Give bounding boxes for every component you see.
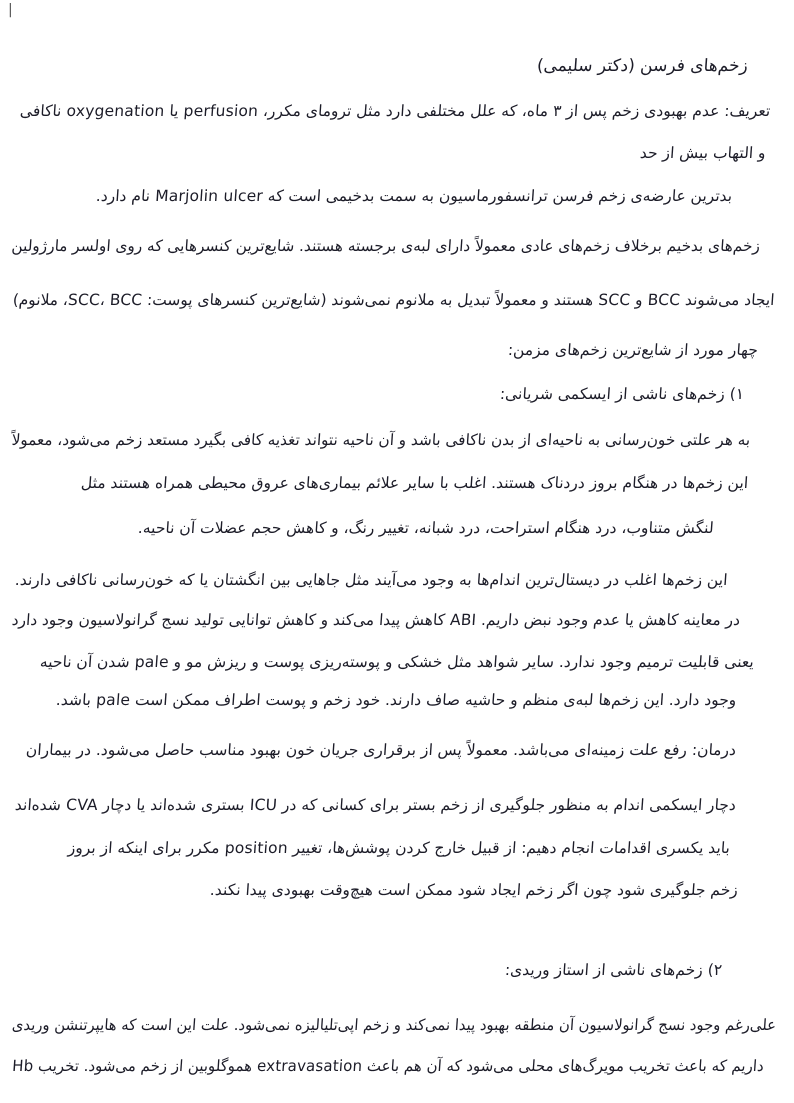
text-line: وجود دارد. این زخم‌ها لبه‌ی منظم و حاشیه صاف دارند. خود زخم و پوست اطراف ممکن است pale باشد. <box>54 691 737 709</box>
text-line: یعنی قابلیت ترمیم وجود ندارد. سایر شواهد مثل خشکی و پوسته‌ریزی پوست و ریزش مو و pale شدن آن ناحیه <box>39 653 755 671</box>
text-line: تعریف: عدم بهبودی زخم پس از ۳ ماه، که علل مختلفی دارد مثل ترومای مکرر، perfusion یا oxygenation ناکافی <box>19 102 771 120</box>
text-line: علی‌رغم وجود نسج گرانولاسیون آن منطقه بهبود پیدا نمی‌کند و زخم اپی‌تلیالیزه نمی‌شود. علت این است که هایپرتنشن وریدی <box>11 1016 777 1034</box>
text-line: زخم‌های بدخیم برخلاف زخم‌های عادی معمولاً دارای لبه‌ی برجسته هستند. شایع‌ترین کنسرهایی که روی اولسر مارژولین <box>11 237 761 255</box>
text-line: باید یکسری اقدامات انجام دهیم: از قبیل خارج کردن پوشش‌ها، تغییر position مکرر برای اینکه از بروز <box>67 839 731 857</box>
text-line: درمان: رفع علت زمینه‌ای می‌باشد. معمولاً پس از برقراری جریان خون بهبود مناسب حاصل می‌شود. در بیماران <box>25 741 737 759</box>
corner-mark: | <box>8 2 13 18</box>
page-title: زخم‌های فرسن (دکتر سلیمی) <box>536 56 749 76</box>
section-heading: چهار مورد از شایع‌ترین زخم‌های مزمن: <box>507 341 759 359</box>
text-line: ایجاد می‌شوند BCC و SCC هستند و معمولاً تبدیل به ملانوم نمی‌شوند (شایع‌ترین کنسرهای پوست: SCC، BCC، ملانوم) <box>11 291 775 309</box>
text-line: دچار ایسکمی اندام به منظور جلوگیری از زخم بستر برای کسانی که در ICU بستری شده‌اند یا دچار CVA شده‌اند <box>14 796 737 814</box>
text-line: در معاینه کاهش یا عدم وجود نبض داریم. ABI کاهش پیدا می‌کند و کاهش توانایی تولید نسج گرانولاسیون وجود دارد <box>11 611 741 629</box>
text-line: داریم که باعث تخریب مویرگ‌های محلی می‌شود که آن هم باعث extravasation هموگلوبین از زخم می‌شود. تخریب Hb <box>11 1057 765 1075</box>
section-heading: ۲) زخم‌های ناشی از استاز وریدی: <box>504 961 723 979</box>
text-line: زخم جلوگیری شود چون اگر زخم ایجاد شود ممکن است هیچ‌وقت بهبودی پیدا نکند. <box>209 881 739 899</box>
text-line: و التهاب بیش از حد <box>639 144 767 162</box>
section-heading: ۱) زخم‌های ناشی از ایسکمی شریانی: <box>499 385 745 403</box>
text-line: این زخم‌ها در هنگام بروز دردناک هستند. اغلب با سایر علائم بیماری‌های عروق محیطی همراه هستند مثل <box>80 474 749 492</box>
text-line: به هر علتی خون‌رسانی به ناحیه‌ای از بدن ناکافی باشد و آن ناحیه نتواند تغذیه کافی بگیرد مستعد زخم می‌شود، معمولاً <box>10 431 751 449</box>
text-line: این زخم‌ها اغلب در دیستال‌ترین اندام‌ها به وجود می‌آیند مثل جاهایی بین انگشتان یا که خون‌رسانی ناکافی دارند. <box>14 571 729 589</box>
text-line: لنگش متناوب، درد هنگام استراحت، درد شبانه، تغییر رنگ، و کاهش حجم عضلات آن ناحیه. <box>137 519 715 537</box>
text-line: بدترین عارضه‌ی زخم فرسن ترانسفورماسیون به سمت بدخیمی است که Marjolin ulcer نام دارد. <box>95 187 733 205</box>
